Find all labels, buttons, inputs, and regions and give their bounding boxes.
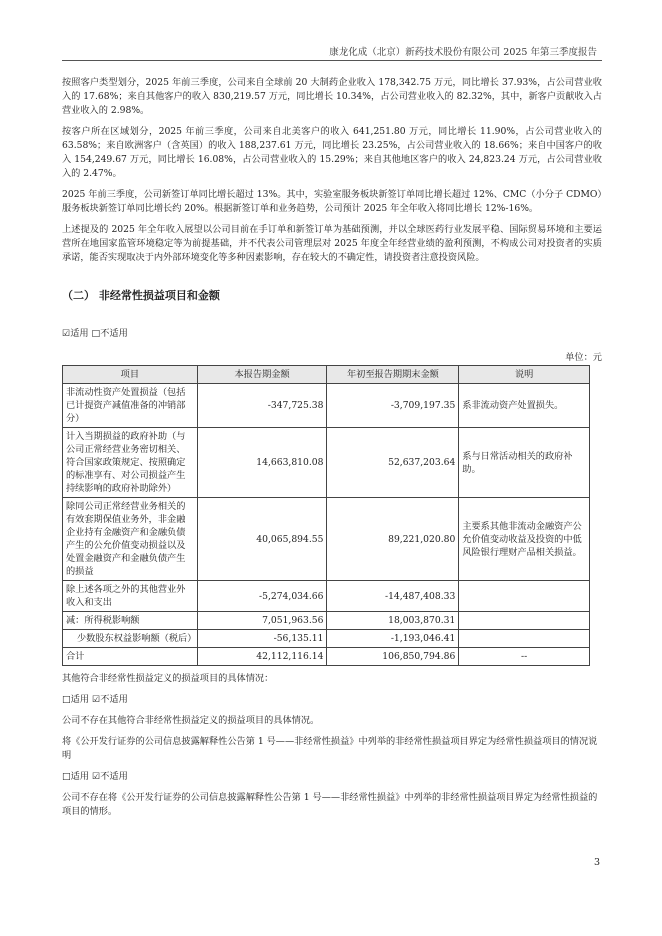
table-total-row: [63, 648, 590, 666]
page-number: 3: [593, 857, 600, 868]
column-header: 项目: [63, 366, 198, 384]
column-header: 年初至报告期期末金额: [327, 366, 459, 384]
table-row: [63, 384, 590, 428]
table-row: [63, 630, 590, 648]
reclassification-statement: 公司不存在将《公开发行证券的公司信息披露解释性公告第 1 号——非经常性损益》中列举的非经常性损益项目界定为经常性损益的项目的情形。: [62, 792, 598, 817]
item-cell: 除上述各项之外的其他营业外收入和支出: [63, 581, 198, 612]
column-header: 本报告期金额: [197, 366, 327, 384]
ytd-amount-cell: 52,637,203.64: [327, 428, 459, 498]
item-cell: 少数股东权益影响额（税后）: [63, 630, 198, 648]
ytd-amount-cell: 106,850,794.86: [327, 648, 459, 666]
item-cell: 合计: [63, 648, 198, 666]
current-amount-cell: 42,112,116.14: [197, 648, 327, 666]
supplementary-notes: [62, 672, 602, 819]
current-amount-cell: 40,065,894.55: [197, 498, 327, 581]
non-recurring-items-table: [62, 365, 590, 666]
table-header-row: [63, 366, 590, 384]
note-cell: 系非流动资产处置损失。: [459, 384, 590, 428]
note-cell: 系与日常活动相关的政府补助。: [459, 428, 590, 498]
note-cell: [459, 630, 590, 648]
item-cell: 除同公司正常经营业务相关的有效套期保值业务外，非金融企业持有金融资产和金融负债产生的公允价值变动损益以及处置金融资产和金融负债产生的损益: [63, 498, 198, 581]
note-cell: [459, 581, 590, 612]
header-rule: [62, 60, 602, 61]
section-title: （二） 非经常性损益项目和金额: [62, 289, 220, 302]
ytd-amount-cell: 18,003,870.31: [327, 612, 459, 630]
note-cell: --: [459, 648, 590, 666]
paragraph-new-orders: 2025 年前三季度，公司新签订单同比增长超过 13%。其中，实验室服务板块新签订单同比增长超过 12%、CMC（小分子 CDMO）服务板块新签订单同比增长约 20%。根据新签订单和业务趋势，公司预计 2025 年全年收入将同比增长 12%-16%。: [62, 189, 602, 214]
other-items-statement: 公司不存在其他符合非经常性损益定义的损益项目的具体情况。: [62, 715, 320, 726]
current-amount-cell: -347,725.38: [197, 384, 327, 428]
item-cell: 计入当期损益的政府补助（与公司正常经营业务密切相关、符合国家政策规定、按照确定的标准享有、对公司损益产生持续影响的政府补助除外）: [63, 428, 198, 498]
note-cell: 主要系其他非流动金融资产公允价值变动收益及投资的中低风险银行理财产品相关损益。: [459, 498, 590, 581]
page-content: [62, 76, 602, 826]
current-amount-cell: -56,135.11: [197, 630, 327, 648]
applicability-checkbox: □适用 ☑不适用: [62, 694, 128, 705]
current-amount-cell: 14,663,810.08: [197, 428, 327, 498]
table-row: [63, 612, 590, 630]
table-row: [63, 581, 590, 612]
other-items-heading: 其他符合非经常性损益定义的损益项目的具体情况：: [62, 673, 274, 684]
current-amount-cell: -5,274,034.66: [197, 581, 327, 612]
table-row: [63, 498, 590, 581]
reclassification-heading: 将《公开发行证券的公司信息披露解释性公告第 1 号——非经常性损益》中列举的非经常性损益项目界定为经常性损益项目的情况说明: [62, 736, 598, 761]
paragraph-customer-type: 按照客户类型划分，2025 年前三季度，公司来自全球前 20 大制药企业收入 178,342.75 万元，同比增长 37.93%，占公司营业收入的 17.68%；来自其他客户的收入 830,219.57 万元，同比增长 10.34%，占公司营业收入的 82.32%，其中，新客户贡献收入占营业收入的 2.98%。: [62, 77, 602, 116]
column-header: 说明: [459, 366, 590, 384]
paragraph-outlook-disclaimer: 上述提及的 2025 年全年收入展望以公司目前在手订单和新签订单为基础预测，并以全球医药行业发展平稳、国际贸易环境和主要运营所在地国家监管环境稳定等为前提基础，并不代表公司管理层对 2025 年度全年经营业绩的盈利预测，不构成公司对投资者的实质承诺，能否实现取决于内外部环境变化等多种因素影响，存在较大的不确定性，请投资者注意投资风险。: [62, 224, 602, 263]
applicability-checkbox: □适用 ☑不适用: [62, 771, 128, 782]
note-cell: [459, 612, 590, 630]
table-row: [63, 428, 590, 498]
current-amount-cell: 7,051,963.56: [197, 612, 327, 630]
unit-label: 单位：元: [565, 352, 602, 363]
ytd-amount-cell: -14,487,408.33: [327, 581, 459, 612]
item-cell: 非流动性资产处置损益（包括已计提资产减值准备的冲销部分）: [63, 384, 198, 428]
item-cell: 减：所得税影响额: [63, 612, 198, 630]
applicability-checkbox: ☑适用 □不适用: [62, 328, 128, 339]
ytd-amount-cell: 89,221,020.80: [327, 498, 459, 581]
paragraph-customer-region: 按客户所在区域划分，2025 年前三季度，公司来自北美客户的收入 641,251.80 万元，同比增长 11.90%，占公司营业收入的 63.58%；来自欧洲客户（含英国）的收入 188,237.61 万元，同比增长 23.25%，占公司营业收入的 18.66%；来自中国客户的收入 154,249.67 万元，同比增长 16.08%，占公司营业收入的 15.29%；来自其他地区客户的收入 24,823.24 万元，占公司营业收入的 2.47%。: [62, 126, 602, 179]
ytd-amount-cell: -1,193,046.41: [327, 630, 459, 648]
report-header: 康龙化成（北京）新药技术股份有限公司 2025 年第三季度报告: [329, 47, 597, 58]
ytd-amount-cell: -3,709,197.35: [327, 384, 459, 428]
